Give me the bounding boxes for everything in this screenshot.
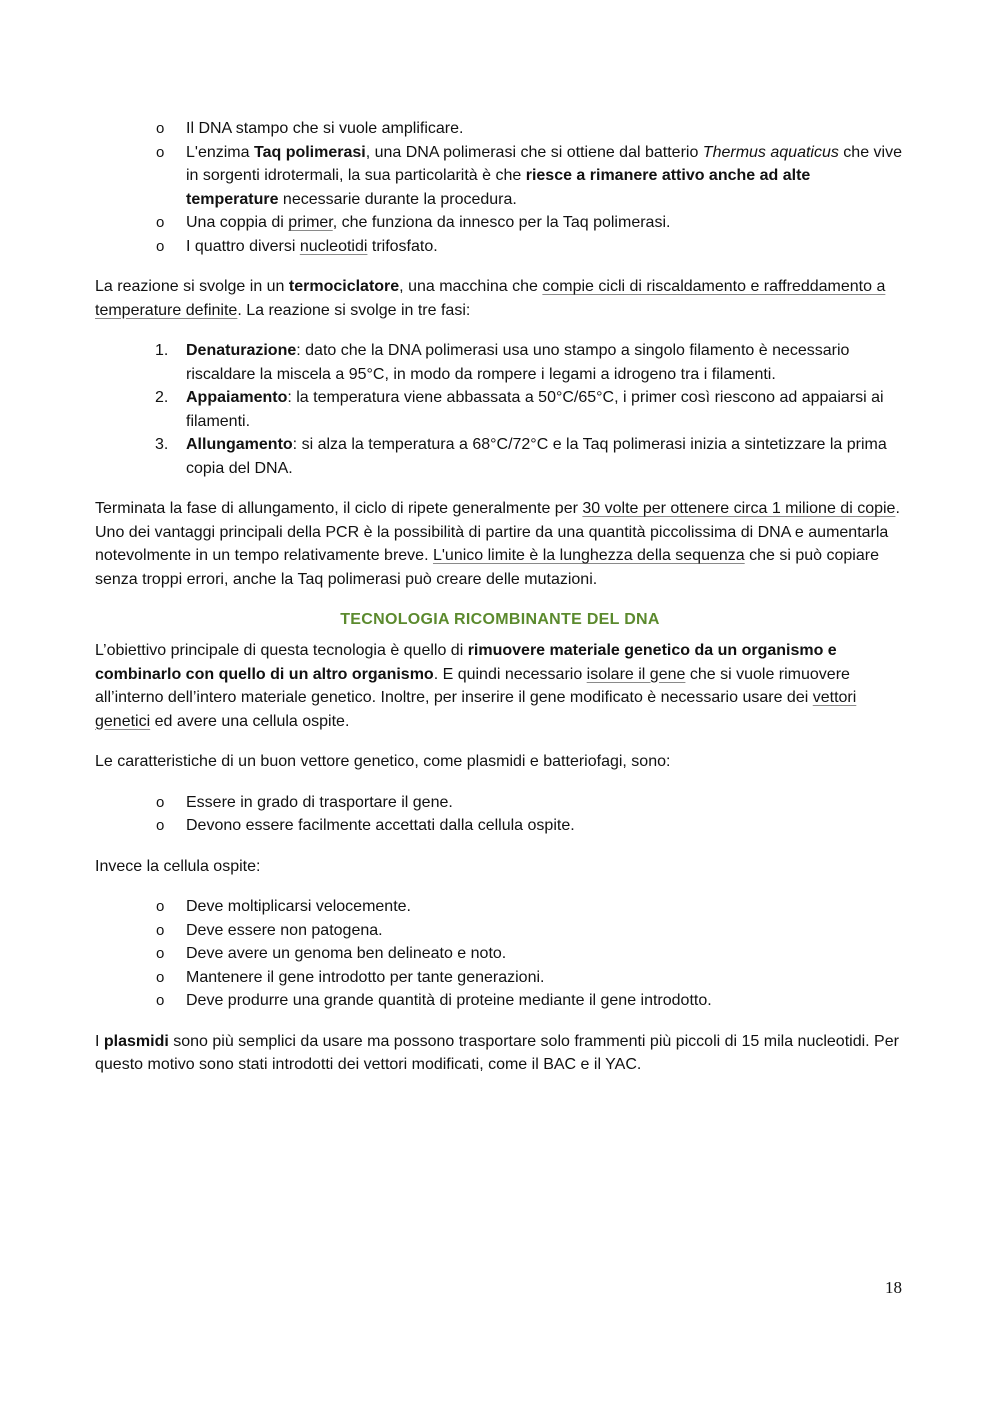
underlined-text: vettori genetici (95, 689, 857, 730)
document-page (95, 117, 905, 1094)
text-run: Una coppia di (186, 214, 289, 231)
text-run: Mantenere il gene introdotto per tante generazioni. (186, 968, 545, 986)
bullet-marker: o (156, 992, 165, 1009)
list-item (95, 966, 905, 990)
list-item (95, 235, 905, 259)
numbered-item (95, 339, 905, 386)
vector-characteristics-list (95, 791, 905, 838)
bullet-marker: o (156, 945, 165, 962)
text-run: Deve produrre una grande quantità di proteine mediante il gene introdotto. (186, 992, 712, 1009)
underlined-text: compie cicli di riscaldamento e raffreddamento a temperature definite (95, 278, 886, 319)
bold-text: plasmidi (103, 1032, 169, 1050)
text-run: : si alza la temperatura a 68°C/72°C e la Taq polimerasi inizia a sintetizzare la prima copia del DNA. (186, 436, 887, 477)
text-run: I quattro diversi (186, 237, 300, 255)
list-item (95, 211, 905, 235)
list-item (95, 791, 905, 815)
text-run: , una DNA polimerasi che si ottiene dal batterio (365, 143, 703, 161)
text-run: sono più semplici da usare ma possono trasportare solo frammenti più piccoli di 15 mila nucleotidi. Per questo motivo sono stati introdotti dei vettori modificati, come il BAC e il YAC. (95, 1032, 899, 1073)
bullet-marker: o (156, 817, 165, 834)
paragraph-obiettivo (95, 639, 905, 733)
underlined-text: L'unico limite è la lunghezza della sequenza (432, 547, 745, 564)
text-run: L'enzima (186, 143, 254, 161)
paragraph-terminata (95, 497, 905, 591)
list-item (95, 141, 905, 212)
bullet-marker: o (156, 921, 165, 939)
section-heading: TECNOLOGIA RICOMBINANTE DEL DNA (340, 611, 660, 628)
numbered-item (95, 386, 905, 433)
text-run: . La reazione si svolge in tre fasi: (237, 301, 471, 319)
bullet-marker: o (156, 898, 165, 915)
text-run: che vive in sorgenti idrotermali, la sua particolarità è che (186, 143, 902, 184)
item-number: 1. (155, 342, 169, 359)
paragraph-invece (95, 855, 905, 879)
underlined-text: nucleotidi (299, 237, 368, 255)
item-number: 2. (155, 389, 169, 406)
bullet-marker: o (156, 120, 165, 137)
paragraph-reazione (95, 275, 905, 322)
bold-text: riesce a rimanere attivo anche ad alte temperature (186, 167, 811, 208)
bullet-marker: o (156, 143, 165, 161)
text-run: Invece la cellula ospite: (95, 857, 261, 875)
bullet-marker: o (156, 968, 165, 986)
item-number: 3. (155, 436, 169, 453)
text-run: I (95, 1032, 104, 1050)
text-run: Essere in grado di trasportare il gene. (186, 793, 453, 811)
text-run: : dato che la DNA polimerasi usa uno stampo a singolo filamento è necessario riscaldare la miscela a 95°C, in modo da rompere i legami a idrogeno tra i filamenti. (186, 342, 850, 383)
bold-text: Denaturazione (186, 342, 297, 359)
text-run: . Uno dei vantaggi principali della PCR è la possibilità di partire da una quantità piccolissima di DNA e aumentarla notevolmente in un tempo relativamente breve. (95, 500, 900, 564)
text-run: , che funziona da innesco per la Taq polimerasi. (332, 214, 671, 231)
bold-text: Appaiamento (186, 389, 288, 406)
text-run: , una macchina che (399, 278, 543, 295)
text-run: ed avere una cellula ospite. (150, 712, 350, 730)
text-run: che si vuole rimuovere all’interno dell’intero materiale genetico. Inoltre, per inserire il gene modificato è necessario usare dei (95, 665, 850, 706)
text-run: Le caratteristiche di un buon vettore genetico, come plasmidi e batteriofagi, sono: (95, 753, 671, 770)
text-run: L’obiettivo principale di questa tecnologia è quello di (95, 642, 468, 659)
text-run: Il DNA stampo che si vuole amplificare. (186, 120, 464, 137)
bold-text: Allungamento (186, 436, 293, 453)
bold-text: termociclatore (288, 278, 400, 295)
underlined-text: isolare il gene (586, 665, 686, 683)
bullet-marker: o (156, 793, 165, 811)
text-run: necessarie durante la procedura. (278, 190, 517, 208)
bullet-marker: o (156, 214, 165, 231)
list-item (95, 117, 905, 141)
text-run: che si può copiare senza troppi errori, anche la Taq polimerasi può creare delle mutazioni. (95, 547, 879, 588)
pcr-phases-list (95, 339, 905, 480)
underlined-text: primer (288, 214, 333, 231)
text-run: : la temperatura viene abbassata a 50°C/65°C, i primer così riescono ad appaiarsi ai filamenti. (186, 389, 884, 430)
list-item (95, 919, 905, 943)
page-number: 18 (885, 1278, 902, 1297)
list-item (95, 895, 905, 919)
bullet-marker: o (156, 237, 165, 255)
text-run: Deve moltiplicarsi velocemente. (186, 898, 411, 915)
text-run: Deve avere un genoma ben delineato e noto. (186, 945, 507, 962)
text-run: Deve essere non patogena. (186, 921, 383, 939)
text-run: . E quindi necessario (433, 665, 587, 683)
italic-text: Thermus aquaticus (702, 143, 839, 161)
bold-text: rimuovere materiale genetico da un organismo e combinarlo con quello di un altro organismo (95, 642, 837, 683)
paragraph-caratteristiche (95, 750, 905, 774)
text-run: La reazione si svolge in un (95, 278, 289, 295)
paragraph-plasmidi (95, 1030, 905, 1077)
text-run: Devono essere facilmente accettati dalla cellula ospite. (186, 817, 575, 834)
underlined-text: 30 volte per ottenere circa 1 milione di copie (582, 500, 896, 517)
list-item (95, 989, 905, 1013)
host-cell-list (95, 895, 905, 1013)
text-run: Terminata la fase di allungamento, il ciclo di ripete generalmente per (95, 500, 583, 517)
numbered-item (95, 433, 905, 480)
bold-text: Taq polimerasi (253, 143, 366, 161)
list-item (95, 814, 905, 838)
pcr-components-list (95, 117, 905, 258)
list-item (95, 942, 905, 966)
text-run: trifosfato. (367, 237, 438, 255)
